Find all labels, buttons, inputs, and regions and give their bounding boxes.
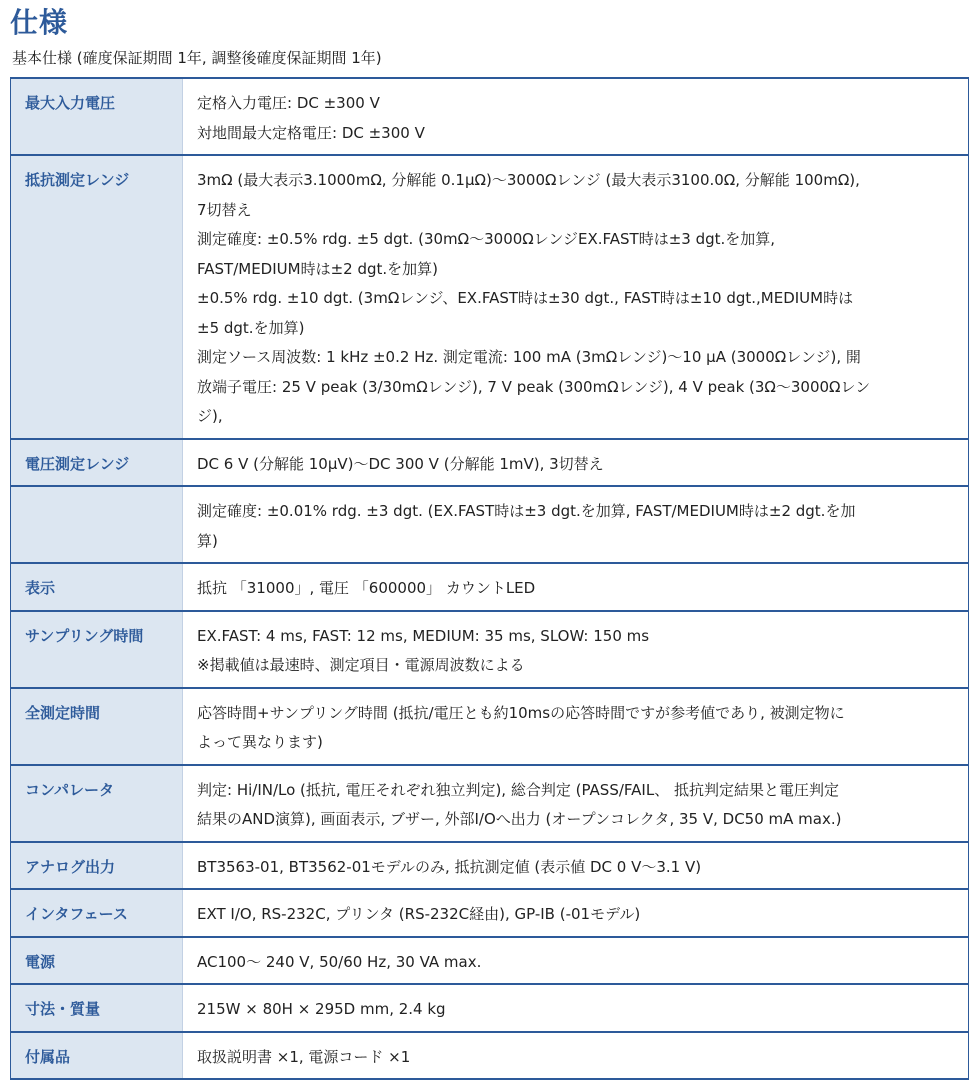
- spec-value-line: 定格入力電圧: DC ±300 V: [197, 94, 380, 112]
- spec-row: [11, 765, 969, 842]
- spec-value-line: 結果のAND演算), 画面表示, ブザー, 外部I/Oへ出力 (オープンコレクタ, 35 V, DC50 mA max.): [197, 810, 842, 828]
- spec-label: 付属品: [11, 1032, 183, 1080]
- spec-row: [11, 1032, 969, 1080]
- spec-value: [183, 611, 969, 688]
- spec-label: [11, 486, 183, 563]
- spec-row: [11, 611, 969, 688]
- spec-label: 寸法・質量: [11, 984, 183, 1032]
- spec-label: 最大入力電圧: [11, 78, 183, 155]
- spec-label: 抵抗測定レンジ: [11, 155, 183, 439]
- spec-value-line: 測定確度: ±0.01% rdg. ±3 dgt. (EX.FAST時は±3 dgt.を加算, FAST/MEDIUM時は±2 dgt.を加: [197, 502, 856, 520]
- spec-value-line: 測定ソース周波数: 1 kHz ±0.2 Hz. 測定電流: 100 mA (3mΩレンジ)〜10 μA (3000Ωレンジ), 開: [197, 348, 861, 366]
- spec-label: 表示: [11, 563, 183, 611]
- spec-value-line: EXT I/O, RS-232C, プリンタ (RS-232C経由), GP-IB (-01モデル): [197, 905, 641, 923]
- spec-row: [11, 889, 969, 937]
- spec-value-line: ※掲載値は最速時、測定項目・電源周波数による: [197, 656, 525, 674]
- spec-value-line: AC100〜 240 V, 50/60 Hz, 30 VA max.: [197, 952, 482, 971]
- spec-value-line: 算): [197, 531, 218, 550]
- spec-value: [183, 439, 969, 487]
- spec-value-line: 7切替え: [197, 200, 252, 219]
- spec-value-line: 応答時間+サンプリング時間 (抵抗/電圧とも約10msの応答時間ですが参考値であり, 被測定物に: [197, 703, 845, 722]
- spec-row: [11, 563, 969, 611]
- spec-value-line: 215W × 80H × 295D mm, 2.4 kg: [197, 1000, 446, 1018]
- spec-value-line: BT3563-01, BT3562-01モデルのみ, 抵抗測定値 (表示値 DC 0 V〜3.1 V): [197, 857, 702, 876]
- spec-row: [11, 984, 969, 1032]
- spec-label: 電圧測定レンジ: [11, 439, 183, 487]
- spec-value-line: DC 6 V (分解能 10μV)〜DC 300 V (分解能 1mV), 3切替え: [197, 454, 604, 473]
- spec-value-line: 放端子電圧: 25 V peak (3/30mΩレンジ), 7 V peak (300mΩレンジ), 4 V peak (3Ω〜3000Ωレン: [197, 377, 871, 396]
- spec-label: インタフェース: [11, 889, 183, 937]
- page-title: 仕様: [10, 6, 69, 39]
- spec-table-body: [11, 78, 969, 1079]
- spec-value: [183, 1032, 969, 1080]
- spec-label: 全測定時間: [11, 688, 183, 765]
- spec-value: [183, 688, 969, 765]
- spec-value: [183, 842, 969, 890]
- spec-value: [183, 78, 969, 155]
- spec-value: [183, 155, 969, 439]
- spec-value: [183, 889, 969, 937]
- spec-label: コンパレータ: [11, 765, 183, 842]
- spec-value: [183, 765, 969, 842]
- spec-value: [183, 937, 969, 985]
- spec-label: アナログ出力: [11, 842, 183, 890]
- spec-value-line: 判定: Hi/IN/Lo (抵抗, 電圧それぞれ独立判定), 総合判定 (PASS/FAIL、 抵抗判定結果と電圧判定: [197, 780, 839, 799]
- spec-row: [11, 78, 969, 155]
- spec-row: [11, 842, 969, 890]
- spec-value-line: ±0.5% rdg. ±10 dgt. (3mΩレンジ、EX.FAST時は±30 dgt., FAST時は±10 dgt.,MEDIUM時は: [197, 289, 854, 307]
- spec-value-line: ±5 dgt.を加算): [197, 318, 305, 337]
- spec-value-line: EX.FAST: 4 ms, FAST: 12 ms, MEDIUM: 35 ms, SLOW: 150 ms: [197, 626, 650, 645]
- spec-value-line: 3mΩ (最大表示3.1000mΩ, 分解能 0.1μΩ)〜3000Ωレンジ (最大表示3100.0Ω, 分解能 100mΩ),: [197, 171, 860, 189]
- spec-value: [183, 984, 969, 1032]
- spec-value-line: 取扱説明書 ×1, 電源コード ×1: [197, 1047, 411, 1066]
- spec-table: [10, 77, 969, 1080]
- spec-value-line: 対地間最大定格電圧: DC ±300 V: [197, 123, 425, 142]
- page-subtitle: 基本仕様 (確度保証期間 1年, 調整後確度保証期間 1年): [12, 49, 382, 67]
- spec-label: サンプリング時間: [11, 611, 183, 688]
- spec-row: [11, 486, 969, 563]
- spec-value-line: 測定確度: ±0.5% rdg. ±5 dgt. (30mΩ〜3000ΩレンジEX.FAST時は±3 dgt.を加算,: [197, 230, 776, 248]
- spec-row: [11, 439, 969, 487]
- spec-value: [183, 563, 969, 611]
- spec-row: [11, 937, 969, 985]
- spec-value-line: よって異なります): [197, 733, 323, 751]
- spec-value-line: 抵抗 「31000」, 電圧 「600000」 カウントLED: [197, 579, 536, 597]
- spec-label: 電源: [11, 937, 183, 985]
- spec-row: [11, 688, 969, 765]
- spec-value-line: ジ),: [197, 407, 223, 425]
- spec-row: [11, 155, 969, 439]
- spec-value: [183, 486, 969, 563]
- spec-value-line: FAST/MEDIUM時は±2 dgt.を加算): [197, 259, 438, 278]
